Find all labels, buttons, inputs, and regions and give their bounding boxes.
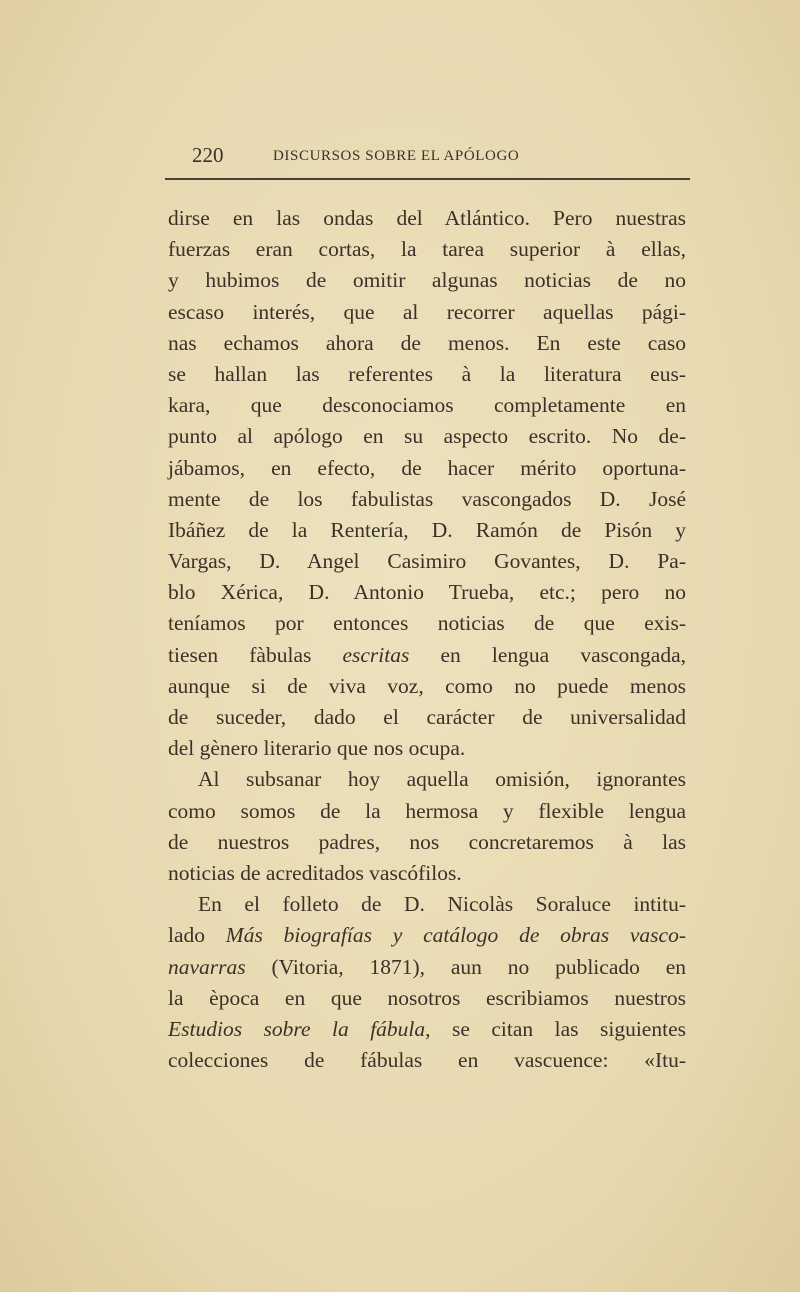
text-line <box>168 453 686 484</box>
text-line <box>168 889 686 920</box>
text-segment: lado <box>168 923 226 948</box>
text-segment: Vargas, D. Angel Casimiro Govantes, D. Pa- <box>168 549 686 574</box>
text-line <box>168 796 686 827</box>
text-line <box>168 265 686 296</box>
text-segment: (Vitoria, 1871), aun no publicado en <box>245 954 686 979</box>
text-line <box>168 858 686 889</box>
text-line <box>168 577 686 608</box>
text-line <box>168 764 686 795</box>
text-segment: punto al apólogo en su aspecto escrito. No de- <box>168 424 686 449</box>
text-segment: en lengua vascongada, <box>409 642 686 667</box>
text-segment: blo Xérica, D. Antonio Trueba, etc.; pero no <box>168 580 686 605</box>
text-segment: tiesen fàbulas <box>168 642 343 667</box>
text-segment: del gènero literario que nos ocupa. <box>168 736 466 761</box>
text-segment: fuerzas eran cortas, la tarea superior à ellas, <box>168 237 686 262</box>
text-segment: nas echamos ahora de menos. En este caso <box>168 330 686 355</box>
text-line <box>168 484 686 515</box>
text-segment: y hubimos de omitir algunas noticias de no <box>168 268 686 293</box>
text-line <box>168 640 686 671</box>
italic-segment: escritas <box>342 642 410 667</box>
text-segment: de nuestros padres, nos concretaremos à las <box>168 829 686 854</box>
text-line <box>168 827 686 858</box>
text-segment: aunque si de viva voz, como no puede menos <box>168 673 686 698</box>
text-segment: mente de los fabulistas vascongados D. José <box>168 486 686 511</box>
text-line <box>168 515 686 546</box>
text-segment: la època en que nosotros escribiamos nuestros <box>168 985 686 1010</box>
text-line <box>168 390 686 421</box>
text-segment: teníamos por entonces noticias de que exis- <box>168 611 686 636</box>
text-segment: como somos de la hermosa y flexible lengua <box>168 798 686 823</box>
text-line <box>168 608 686 639</box>
text-segment: Al subsanar hoy aquella omisión, ignorantes <box>198 767 686 792</box>
text-segment: Ibáñez de la Rentería, D. Ramón de Pisón y <box>168 517 686 542</box>
text-segment: se hallan las referentes à la literatura eus- <box>168 361 686 386</box>
text-segment: jábamos, en efecto, de hacer mérito oportuna- <box>168 455 686 480</box>
text-line <box>168 952 686 983</box>
text-segment: , se citan las siguientes <box>425 1016 686 1041</box>
text-segment: colecciones de fábulas en vascuence: «Itu- <box>168 1048 686 1073</box>
text-segment: escaso interés, que al recorrer aquellas pági- <box>168 299 686 324</box>
text-line <box>168 733 686 764</box>
text-segment: noticias de acreditados vascófilos. <box>168 860 462 885</box>
text-segment: de suceder, dado el carácter de universalidad <box>168 705 686 729</box>
italic-segment: Estudios sobre la fábula <box>168 1016 426 1041</box>
text-line <box>168 328 686 359</box>
text-line <box>168 671 686 702</box>
body-text <box>168 203 686 1076</box>
italic-segment: navarras <box>168 954 246 979</box>
running-title: DISCURSOS SOBRE EL APÓLOGO <box>273 148 520 164</box>
text-line <box>168 203 686 234</box>
text-line <box>168 1014 686 1045</box>
text-line <box>168 234 686 265</box>
text-line <box>168 421 686 452</box>
text-segment: En el folleto de D. Nicolàs Soraluce intitu- <box>198 892 686 917</box>
header-rule <box>165 178 690 180</box>
text-line <box>168 983 686 1014</box>
text-line <box>168 702 686 733</box>
text-line <box>168 920 686 951</box>
text-line <box>168 1045 686 1076</box>
text-segment: dirse en las ondas del Atlántico. Pero nuestras <box>168 206 686 230</box>
text-line <box>168 297 686 328</box>
italic-segment: Más biografías y catálogo de obras vasco- <box>225 923 686 948</box>
page-number: 220 <box>192 143 224 167</box>
text-segment: kara, que desconociamos completamente en <box>168 393 686 418</box>
text-line <box>168 359 686 390</box>
text-line <box>168 546 686 577</box>
